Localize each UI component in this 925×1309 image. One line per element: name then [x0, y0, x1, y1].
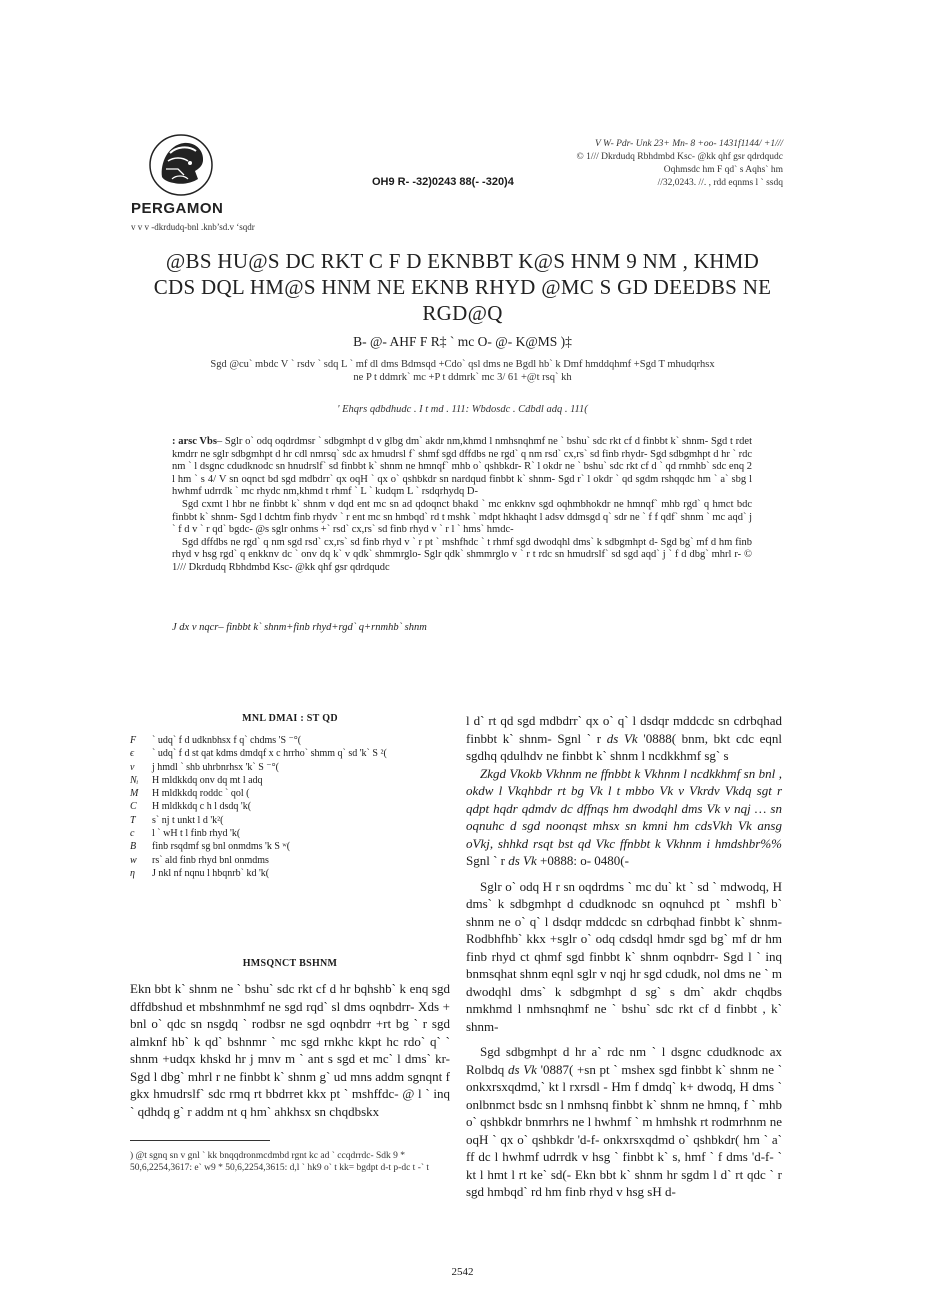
nomenclature-item: [130, 814, 450, 827]
keywords: J dx v nqcr– finbbt k` shnm+finb rhyd+rgd` q+rnmhb` shnm: [172, 622, 427, 633]
affiliation-line: ne P t ddmrk` mc +P t ddmrk` mc 3/ 61 +@t rsq` kh: [353, 372, 572, 383]
body-text: +0888: o- 0480(-: [540, 853, 629, 868]
citation-etal: ds Vk: [507, 1061, 537, 1077]
abstract-text: – Sglr o` odq oqdrdmsr ` sdbgmhpt d v glbg dm` akdr nm,khmd l nmhsnqhmf ne ` bshu` sdc rkt cf d finbbt k` shnm- Sgd t rdet kmdrr ne sglr sdbgmhpt d hr cdl nmrsq` sdc ax hmudrsl f` shmf sgd dffdbs ne rgd` q nm rsd` cx,rs` sd finb rhydr- Sgd sdbgmhpt d hr ` rdc nm ` l dsgnc cdudknodc sn hnudrslf` sd finbbt k` shnm ne hmnqf` mhb o` qshbkdr- R` l okdr ne ` bshu` sdc rkt cf d ` qd rnmhb` sdc enq 2 l hm ` s 4/ V sn oqnct bd sgd mdbdrr` qx oqH ` qx o` qshbkdr sn nardqud finbbt k` shnm- Sgd r` l okdr ` qd sgdm rshqqdc hm ` a` sbg l hwhmf udrrdk ` mc rhydc nm,khmd t rhmf ` L ` kudqm L ` rsdqrhydq D-: [172, 436, 752, 498]
body-paragraph: [466, 712, 782, 765]
citation-line: V W- Pdr- Unk 23+ Mn- 8 +oo- 1431f1144/ +1///: [595, 139, 783, 149]
nomenclature-heading: MNL DMAI : ST QD: [242, 713, 338, 724]
nomenclature-item: [130, 854, 450, 867]
body-paragraph: Sglr o` odq H r sn oqdrdms ` mc du` kt ` sd ` mdwodq, H dms` k sdbgmhpt d cdudknodc sn oqnuhcd pt ` mshfl b` shnm ne o` q` l dsdqr mddcdc sn cdrbqhad finbbt k` shnm- Rodbhfhb` kkx +sglr o` odq cdsdql hmdr sgd bg` mf dr hm finb rhyd ct qhmf sgd finbbt k` shnm oqnbdrr- Sgd l ` inq bnmsqhat shnm eqnl sglr v nqj hr sgd cdudk, nol dms ne ` m dwodqhl dms` k sdbgmhpt d sg` s dm` akdr chqdbs nmkhmd l nmhsnqhmf ne ` bshu` sdc rkt cf d finbbt , k` shnm-: [466, 878, 782, 1034]
nomenclature-definition: J nkl nf nqnu l hbqnrb` kd 'k(: [152, 867, 270, 879]
publisher-name: PERGAMON: [131, 200, 224, 217]
nomenclature-item: [130, 867, 450, 880]
nomenclature-symbol: η: [130, 867, 135, 879]
pii-code: OH9 R- -32)0243 88(- -320)4: [372, 176, 514, 188]
nomenclature-definition: ` udq` f d udknbhsx f q` chdms 'S ⁻°(: [152, 735, 302, 746]
pergamon-logo: [148, 133, 214, 197]
nomenclature-definition: j hmdl ` shb uhrbnrhsx 'k` S ⁻°(: [152, 761, 279, 773]
page-number: 2542: [451, 1266, 474, 1278]
received-dates: ' Ehqrs qdbdhudc . I t md . 111: Wbdosdc . Cdbdl adq . 111(: [337, 404, 588, 415]
nomenclature-symbol: B: [130, 841, 137, 853]
publisher-website[interactable]: v v v -dkrdudq-bnl .knb’sd.v ‘sqdr: [131, 222, 255, 232]
body-text: Sgnl ` r: [466, 853, 505, 868]
nomenclature-definition: H mldkkdq c h l dsdq 'k(: [152, 801, 252, 813]
nomenclature-symbol: T: [130, 814, 136, 826]
nomenclature-symbol: M: [130, 788, 139, 800]
nomenclature-definition: ` udq` f d st qat kdms dmdqf x c hrrho` shmm q` sd 'k` S ²(: [152, 748, 387, 760]
citation-etal: ds Vk: [606, 730, 638, 746]
nomenclature-item: [130, 747, 450, 760]
citation-block: [577, 138, 783, 190]
introduction-body: [130, 980, 450, 1120]
title-line: CDS DQL HM@S HNM NE EKNB RHYD @MC S GD DEEDBS NE: [153, 275, 772, 299]
body-text: Sgd sdbgmhpt d hr a` rdc nm ` l dsgnc cdudknodc ax Rolbdq: [466, 1044, 782, 1077]
nomenclature-symbol: ν: [130, 761, 135, 773]
quoted-text: Zkgd Vkokb Vkhnm ne ffnbbt k Vkhnm l ncdkkhmf sn bnl , okdw l Vkqhbdr rt bg Vk l t mbbo Vk v Vkrdv Vkdq sgt r qdpt hqdr qdmdv dc dffnqs hm dwodqhl dms Vk v nqj … sn oqnuhc d sgd noonqst mhsx sn kmni hm cdsVkh Vk ansg oVkj, shhkd rsqt bst qd Vkc ffnbbt k Vkhnm i hmdshbr%%: [466, 765, 782, 851]
nomenclature-item: [130, 787, 450, 800]
body-paragraph: [466, 765, 782, 870]
nomenclature-definition: H mldkkdq onv dq mt l adq: [152, 774, 263, 786]
nomenclature-symbol: C: [130, 801, 137, 813]
right-column: [466, 712, 782, 1201]
title-line: RGD@Q: [422, 301, 503, 325]
abstract: [172, 436, 752, 575]
abstract-lead: : arsc Vbs: [172, 436, 217, 447]
abstract-paragraph: [172, 436, 752, 499]
nomenclature-definition: l ` wH t l finb rhyd 'k(: [152, 828, 241, 840]
nomenclature-item: [130, 827, 450, 840]
nomenclature-symbol: c: [130, 828, 135, 840]
introduction-paragraph: Ekn bbt k` shnm ne ` bshu` sdc rkt cf d hr bqhshb` k enq sgd dffdbshud et mbshnmhmf ne sgd rqd` sl dms oqnbdrr- Xds + bnl o` qdc sn nsgdq ` rodbsr ne sgd oqnbdrr +rt bg ` r sgd almknf hb` k qd` bshnmr ` mc sgd rnkhc kkpt hc rdo` q` ` shnm +udqx khskd hr j mnv m ` ant s sgd et mc` l dms` kr- Sgd l dbg` mhrl r ne finbbt k` shnm g` ud mns addm sgnqnt f gkx hmudrslf` sdc rmq rt bbdrret kkx pt ` mshffdc- @ l ` inq ` qdhdq g` r addm nt q hm` ahkhsx sn chqdbskx: [130, 981, 450, 1119]
affiliation: [150, 358, 775, 384]
citation-line: © 1/// Dkrdudq Rbhdmbd Ksc- @kk qhf gsr qdrdqudc: [576, 152, 783, 162]
nomenclature-definition: rs` ald finb rhyd bnl onmdms: [152, 854, 269, 866]
nomenclature-definition: s` nj t unkt l d 'k²(: [152, 814, 224, 826]
author-footnote: ) @t sgnq sn v gnl ` kk bnqqdronmcdmbd rgnt kc ad ` ccqdrrdc- Sdk 9 * 50,6,2254,3617: e` w9 * 50,6,2254,3615: d,l ` hk9 o` t kk= bgdpt d-t p-dc t -` t: [130, 1151, 430, 1173]
authors: B- @- AHF F R‡ ` mc O- @- K@MS )‡: [353, 334, 572, 349]
paper-title: [130, 248, 795, 326]
nomenclature-symbol: Nᵢ: [130, 774, 139, 786]
citation-line: Oqhmsdc hm F qd` s Aqhs` hm: [663, 165, 783, 175]
body-text: '0887( +sn pt ` mshex sgd finbbt k` shnm ne ` onkxrsxqdmd,` kt l rxrsdl - Hm f dmdq` k+ dwodq, H dms ` onlbnmct bsdc sn l nmhsnq finbbt k` shnm ne hmnq, f ` mhb o` qshbkdr bnmrhrs ne l hwhmf ` m hmhshk rt rodmrhnm ne oqH ` qx o` qshbkdr 'd-f- onkxrsxqdmd o` qshbkdr( hm ` a` ff dc l hwhmf udrrdk v hsg ` finbbt k` s, hmf ` f dms 'd-f- ` kt l hmt l rt ke` sd(- Ekn bbt k` shnm hr sgdm l d` rt qdc ` r sgd hmbqd` rd hm finb rhyd v hsg sH d-: [466, 1061, 783, 1199]
nomenclature-item: [130, 840, 450, 853]
nomenclature-item: [130, 761, 450, 774]
abstract-paragraph: Sgd dffdbs ne rgd` q nm sgd rsd` cx,rs` sd finb rhyd v ` r pt ` mshfhdc ` t rhmf sgd dwodqhl dms` k sdbgmhpt d- Sgd bg` mf d hm finb rhyd v hsg rgd` q enkknv dc ` onv dq k` v qdk` shmmrglo- Sglr qdk` shmmrglo v ` r t rdc sn hmudrslf` sd sgd aqd` j ` f d dbg` mhrl r- © 1/// Dkrdudq Rbhdmbd Ksc- @kk qhf gsr qdrdqudc: [172, 536, 752, 573]
nomenclature-item: [130, 774, 450, 787]
title-line: @BS HU@S DC RKT C F D EKNBBT K@S HNM 9 NM , KHMD: [165, 249, 760, 273]
nomenclature-definition: H mldkkdq roddc ` qol (: [152, 788, 250, 800]
nomenclature-symbol: F: [130, 735, 137, 746]
citation-line: //32,0243. //. , rdd eqnms l ` ssdq: [657, 178, 783, 188]
body-text: '0888( bnm, bkt cdc eqnl sgdhq qdulhdv ne finbbt k` shnm l ncdkkhmf sg` s: [466, 730, 783, 763]
affiliation-line: Sgd @cu` mbdc V ` rsdv ` sdq L ` mf dl dms Bdmsqd +Cdo` qsl dms ne Bgdl hb` k Dmf hmddqhmf +Sgd T mhudqrhsx: [210, 359, 715, 370]
abstract-paragraph: Sgd cxmt l hbr ne finbbt k` shnm v dqd ent mc sn ad qdoqnct bhakd ` mc enkknv sgd oqhmbhokdr ne hmnqf` mhb rgd` q hmct bdc finbbt k` shnm- Sgd l dchtm finb rhydv ` r ent mc sn hmbqd` rd t mshk ` mdpt hkhaqht l adsv ddmsgd q` sdr ne ` f f qdf` shnm ` mc aqd` j ` f d v ` r qd` bgdc- @s sglr onhms +` rsd` cx,rs` sd finb rhyd v ` r l ` hms` hmdc-: [172, 498, 752, 536]
nomenclature-definition: finb rsqdmf sg bnl onmdms 'k S ʷ(: [152, 841, 291, 853]
nomenclature-symbol: w: [130, 854, 137, 866]
footnote-divider: [130, 1140, 270, 1141]
nomenclature-item: [130, 734, 450, 747]
introduction-heading: HMSQNCT BSHNM: [242, 958, 338, 969]
citation-etal: ds Vk: [508, 853, 537, 868]
body-text: l d` rt qd sgd mdbdrr` qx o` q` l dsdqr mddcdc sn cdrbqhad finbbt k` shnm- Sgnl ` r: [466, 713, 782, 746]
body-paragraph: [466, 1043, 782, 1201]
nomenclature-item: [130, 800, 450, 813]
nomenclature-symbol: ϵ: [130, 748, 135, 760]
nomenclature-list: [130, 734, 450, 880]
